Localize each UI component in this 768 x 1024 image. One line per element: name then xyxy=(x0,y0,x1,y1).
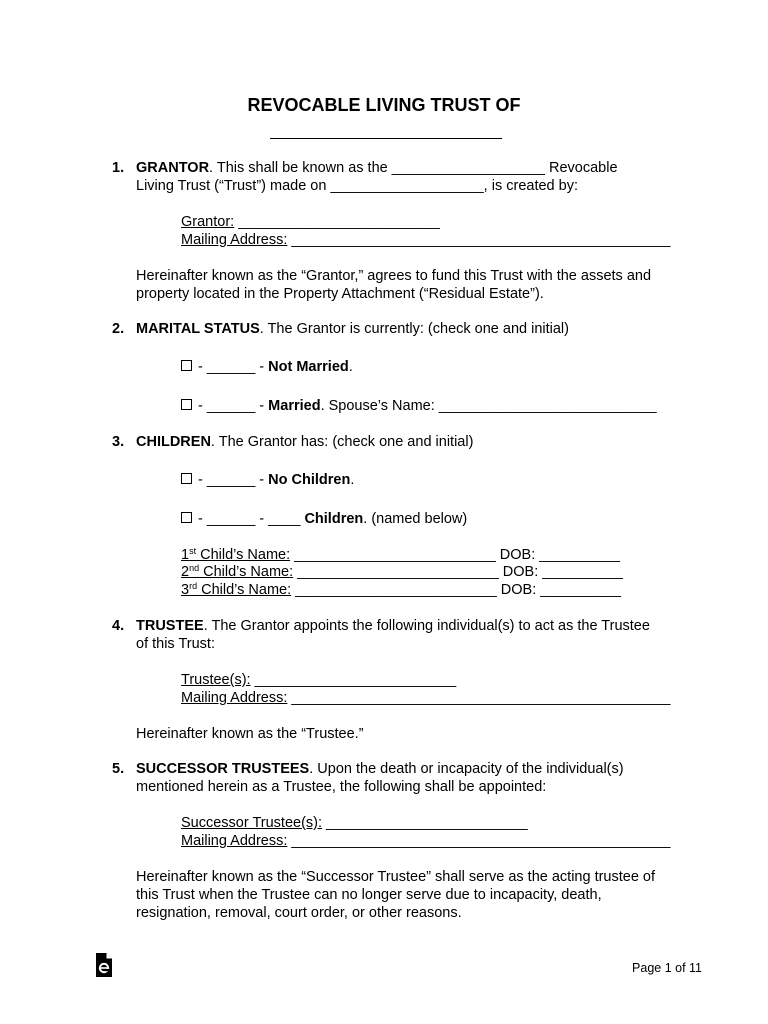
section-5-paragraph-line-1: Hereinafter known as the “Successor Trustee” shall serve as the acting trustee of xyxy=(136,869,656,885)
trustee-mailing-label: Mailing Address: xyxy=(181,690,288,706)
no-children-initial-blank: - ______ - xyxy=(194,472,269,488)
children-initial-blank: - ______ - ____ xyxy=(194,511,305,527)
page-number: Page 1 of 11 xyxy=(632,961,702,975)
successor-mailing-label: Mailing Address: xyxy=(181,833,288,849)
trustee-mailing-address-field xyxy=(181,689,670,707)
married-checkbox-icon xyxy=(181,399,192,410)
no-children-checkbox-icon xyxy=(181,473,192,484)
grantor-label: Grantor: xyxy=(181,214,235,230)
child-1-blanks: _________________________ DOB: __________ xyxy=(290,547,620,563)
trustee-blank: _________________________ xyxy=(250,672,457,688)
successor-trustee-field xyxy=(181,814,528,832)
section-1-line-1 xyxy=(136,159,618,177)
grantor-mailing-blank: _______________________________________________ xyxy=(287,232,671,248)
children-suffix: . (named below) xyxy=(363,511,468,527)
section-1-paragraph-line-1: Hereinafter known as the “Grantor,” agrees to fund this Trust with the assets and xyxy=(136,268,652,284)
successor-trustee-label: Successor Trustee(s): xyxy=(181,815,323,831)
married-spouse-name-field: . Spouse’s Name: ___________________________ xyxy=(320,398,657,414)
section-4-text-1: . The Grantor appoints the following individual(s) to act as the Trustee xyxy=(203,618,650,634)
section-2-text: . The Grantor is currently: (check one and initial) xyxy=(259,321,569,337)
child-3-label: 3rd Child’s Name: xyxy=(181,581,292,598)
children-option-some xyxy=(181,510,467,528)
not-married-label: Not Married xyxy=(268,359,349,375)
grantor-mailing-address-field xyxy=(181,231,670,249)
section-1-text-1: . This shall be known as the ___________________ Revocable xyxy=(209,160,618,176)
section-5-paragraph-line-2: this Trust when the Trustee can no longer serve due to incapacity, death, xyxy=(136,887,602,903)
section-5-line-2: mentioned herein as a Trustee, the following shall be appointed: xyxy=(136,779,547,795)
section-1-line-2: Living Trust (“Trust”) made on ___________________, is created by: xyxy=(136,178,578,194)
no-children-suffix: . xyxy=(350,472,355,488)
child-1-label: 1st Child’s Name: xyxy=(181,546,291,563)
trustee-field xyxy=(181,671,456,689)
not-married-suffix: . xyxy=(348,359,353,375)
title-name-blank-line xyxy=(270,138,502,139)
child-2-label: 2nd Child’s Name: xyxy=(181,563,294,580)
children-checkbox-icon xyxy=(181,512,192,523)
section-2-line xyxy=(136,320,569,338)
children-option-none xyxy=(181,471,354,489)
child-2-field xyxy=(181,563,623,581)
section-1-number: 1. xyxy=(112,160,125,176)
section-5-line-1 xyxy=(136,760,624,778)
document-title: REVOCABLE LIVING TRUST OF xyxy=(247,95,521,115)
section-5-number: 5. xyxy=(112,761,125,777)
grantor-field xyxy=(181,213,440,231)
section-2-number: 2. xyxy=(112,321,125,337)
successor-mailing-address-field xyxy=(181,832,670,850)
section-5-text-1: . Upon the death or incapacity of the individual(s) xyxy=(309,761,624,777)
section-5-paragraph-line-3: resignation, removal, court order, or other reasons. xyxy=(136,905,462,921)
section-4-number: 4. xyxy=(112,618,125,634)
section-5-heading: SUCCESSOR TRUSTEES xyxy=(136,761,310,777)
section-4-paragraph: Hereinafter known as the “Trustee.” xyxy=(136,726,364,742)
trustee-label: Trustee(s): xyxy=(181,672,251,688)
section-1-paragraph-line-2: property located in the Property Attachment (“Residual Estate”). xyxy=(136,286,544,302)
married-initial-blank: - ______ - xyxy=(194,398,269,414)
child-3-blanks: _________________________ DOB: __________ xyxy=(291,582,621,598)
not-married-checkbox-icon xyxy=(181,360,192,371)
child-3-field xyxy=(181,581,621,599)
trustee-mailing-blank: _______________________________________________ xyxy=(287,690,671,706)
grantor-mailing-label: Mailing Address: xyxy=(181,232,288,248)
section-3-line xyxy=(136,433,473,451)
document-e-logo-icon xyxy=(94,952,114,983)
married-label: Married xyxy=(268,398,321,414)
child-1-field xyxy=(181,546,620,564)
child-2-blanks: _________________________ DOB: __________ xyxy=(293,564,623,580)
section-3-text: . The Grantor has: (check one and initial) xyxy=(210,434,474,450)
marital-option-not-married xyxy=(181,358,353,376)
not-married-initial-blank: - ______ - xyxy=(194,359,269,375)
marital-option-married xyxy=(181,397,657,415)
successor-trustee-blank: _________________________ xyxy=(322,815,528,831)
section-3-number: 3. xyxy=(112,434,125,450)
section-1-heading: GRANTOR xyxy=(136,160,210,176)
section-3-heading: CHILDREN xyxy=(136,434,211,450)
no-children-label: No Children xyxy=(268,472,351,488)
grantor-blank: _________________________ xyxy=(234,214,440,230)
section-2-heading: MARITAL STATUS xyxy=(136,321,260,337)
section-4-line-1 xyxy=(136,617,650,635)
section-4-line-2: of this Trust: xyxy=(136,636,215,652)
children-label: Children xyxy=(304,511,364,527)
section-4-heading: TRUSTEE xyxy=(136,618,204,634)
successor-mailing-blank: _______________________________________________ xyxy=(287,833,671,849)
